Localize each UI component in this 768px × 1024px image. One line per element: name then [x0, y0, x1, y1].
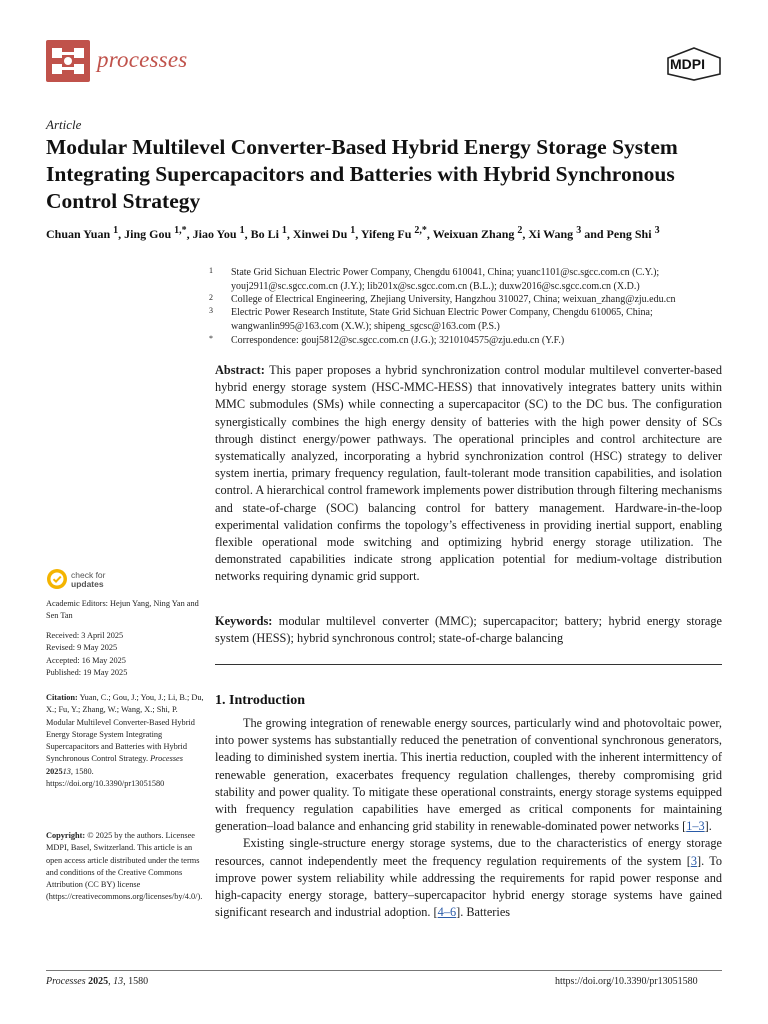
citation-year: 2025 [46, 766, 63, 776]
abstract-label: Abstract: [215, 363, 265, 377]
author-name: Xi Wang [528, 227, 574, 241]
revised-date: Revised: 9 May 2025 [46, 643, 118, 653]
published-date: Published: 19 May 2025 [46, 667, 128, 677]
dates-block [46, 630, 206, 679]
author-affil-marker: 3 [654, 225, 660, 236]
author-affil-marker: 2 [517, 225, 523, 236]
author-name: Peng Shi [606, 227, 652, 241]
author-name: Jiao You [192, 227, 237, 241]
check-for-updates-label[interactable] [71, 571, 106, 589]
footer-volume: 13 [113, 976, 124, 987]
paragraph-text: Existing single-structure energy storage systems, due to the characteristics of energy storage resources, cannot independently meet the frequency regulation requirements of the system [ [215, 836, 722, 868]
affiliation-3 [209, 306, 735, 334]
author-name: Weixuan Zhang [432, 227, 515, 241]
author-list: Chuan Yuan $^1$, Jing Gou $^{1,*}$, Jiao You $^1$, Bo Li $^1$, Xinwei Du $^1$, Yifeng Fu $^{2,*}$, Weixuan Zhang $^2$, Xi Wang $^3$ and Peng Shi $^3$ [46, 225, 660, 241]
citation-link[interactable]: 1–3 [686, 819, 705, 834]
abstract [215, 362, 722, 586]
affiliation-text: youj2911@sc.sgcc.com.cn (J.Y.); lib201x@sc.sgcc.com.cn (B.L.); duxw2016@sc.sgcc.com.cn (X.D.) [231, 280, 640, 292]
paragraph [215, 715, 722, 835]
introduction-body [215, 715, 722, 921]
author-affil-marker: 1 [239, 225, 245, 236]
affiliation-text: Electric Power Research Institute, State Grid Sichuan Electric Power Company, Chengdu 610065, China; [231, 307, 653, 318]
accepted-date: Accepted: 16 May 2025 [46, 655, 126, 665]
author-name: Bo Li [250, 227, 279, 241]
keywords-text: modular multilevel converter (MMC); supercapacitor; battery; hybrid energy storage system (HESS); hybrid synchronous control; state-of-charge balancing [215, 614, 722, 646]
processes-logo-icon [46, 40, 90, 82]
citation-volume: 13 [62, 766, 71, 776]
footer-citation: Processes 2025, 13, 1580 [46, 976, 149, 987]
author-name: Yifeng Fu [360, 227, 412, 241]
affiliation-1 [209, 266, 735, 294]
affiliation-number: 1 [209, 266, 213, 275]
correspondence-text: Correspondence: gouj5812@sc.sgcc.com.cn (J.G.); 3210104575@zju.edu.cn (Y.F.) [231, 335, 565, 346]
affiliation-2 [209, 293, 735, 307]
author-affil-marker: 3 [576, 225, 582, 236]
citation-text: Yuan, C.; Gou, J.; You, J.; Li, B.; Du, X.; Fu, Y.; Zhang, W.; Wang, X.; Shi, P. Modular Multilevel Converter-Based Hybrid Energy Storage System Integrating Supercapacitors and Batteries with Hybrid Synchronous Control Strategy. [46, 693, 204, 764]
correspondence [209, 334, 735, 348]
author-affil-marker: 1 [281, 225, 287, 236]
footer-year: 2025 [88, 976, 109, 987]
affiliation-text: wangwanlin995@163.com (X.W.); shipeng_sgcsc@163.com (P.S.) [231, 320, 500, 332]
footer-page: , 1580 [123, 976, 149, 987]
paragraph-text: The growing integration of renewable energy sources, particularly wind and photovoltaic power, into power systems has substantially reduced the penetration of conventional synchronous generators, leading to diminished system inertia. This inertia reduction, coupled with the inherent intermittency of renewable generation, exacerbates frequency regulation challenges, thereby compromising grid stability and power quality. To mitigate these operational constraints, energy storage systems equipped with frequency regulation capabilities have emerged as critical components for maintaining generation–load balance and enhancing grid stability in renewable-dominated power networks [ [215, 716, 722, 834]
footer-divider [46, 970, 722, 971]
citation-link[interactable]: 4–6 [437, 905, 457, 920]
citation-block [46, 692, 206, 790]
correspondence-marker: * [209, 334, 213, 343]
check-label-line: check for [71, 570, 106, 580]
abstract-text: This paper proposes a hybrid synchronization control modular multilevel converter-based hybrid energy storage system (HSC-MMC-HESS) that innovatively integrates battery units within MMC submodules (SMs) while connecting a supercapacitor (SC) to the DC bus. The configuration synergistically combines the high energy density of batteries with the high power density of SCs through distinct energy/power pathways. The operational principles and control architecture are systematically analyzed, incorporating a hybrid synchronization control (HSC) strategy to deliver system inertia, primary frequency regulation, fault-tolerant mode transition capabilities, and isolation control. A hierarchical control framework implements power distribution through filtering mechanisms and state-of-charge (SOC) balancing control for battery management. Hardware-in-the-loop experimental validation confirms the topology’s effectiveness in providing inertial support, enabling flexible operational mode switching and optimizing hybrid energy storage utilization. The demonstrated capabilities indicate strong application potential for medium-voltage distribution networks requiring dynamic grid support. [215, 363, 723, 584]
affiliation-text: College of Electrical Engineering, Zhejiang University, Hangzhou 310027, China; weixuan_zhang@zju.edu.cn [231, 294, 676, 305]
author-affil-marker: 2,* [414, 225, 427, 236]
check-for-updates-icon[interactable] [46, 568, 68, 590]
author-name: Chuan Yuan [46, 227, 111, 241]
footer-journal: Processes [46, 976, 86, 987]
paragraph-text: ]. To improve power system reliability while addressing the requirements for rapid power response and high-capacity energy storage, battery–supercapacitor hybrid energy storage systems have gained significant research and industrial adoption. [ [215, 853, 723, 920]
affiliation-number: 2 [209, 293, 213, 302]
author-name: Xinwei Du [292, 227, 348, 241]
received-date: Received: 3 April 2025 [46, 631, 124, 640]
paper-title: Modular Multilevel Converter-Based Hybrid Energy Storage System Integrating Supercapacitors and Batteries with Hybrid Synchronous Control Strategy [46, 135, 678, 213]
journal-name: processes [97, 47, 188, 72]
article-type: Article [46, 117, 82, 132]
copyright-text: © 2025 by the authors. Licensee MDPI, Basel, Switzerland. This article is an open access article distributed under the terms and conditions of the Creative Commons Attribution (CC BY) license (https://creativecommons.org/licenses/by/4.0/). [46, 831, 203, 902]
citation-link[interactable]: 3 [690, 853, 697, 868]
academic-editors: Academic Editors: Hejun Yang, Ning Yan and Sen Tan [46, 599, 199, 621]
copyright-label: Copyright: [46, 831, 86, 840]
author-affil-marker: 1 [350, 225, 356, 236]
author-name: Jing Gou [124, 227, 172, 241]
publisher-name: MDPI [670, 56, 705, 72]
footer-doi-link[interactable]: https://doi.org/10.3390/pr13051580 [555, 976, 698, 987]
keywords-label: Keywords: [215, 614, 273, 628]
paragraph-text: ]. [704, 819, 712, 834]
keywords [215, 613, 722, 647]
citation-doi[interactable]: , 1580. https://doi.org/10.3390/pr13051580 [46, 766, 165, 789]
journal-logo [46, 40, 90, 82]
author-affil-marker: 1 [113, 225, 119, 236]
copyright-block [46, 830, 206, 904]
paragraph [215, 835, 722, 921]
affiliation-number: 3 [209, 306, 213, 315]
section-heading: 1. Introduction [215, 693, 305, 708]
author-affil-marker: 1,* [174, 225, 187, 236]
paragraph-text: ]. Batteries [456, 905, 511, 920]
section-divider [215, 664, 722, 665]
check-label-line: updates [71, 579, 104, 589]
citation-journal: Processes [150, 754, 183, 764]
citation-label: Citation: [46, 693, 78, 702]
affiliation-text: State Grid Sichuan Electric Power Company, Chengdu 610041, China; yuanc1101@sc.sgcc.com.cn (C.Y.); [231, 267, 660, 278]
